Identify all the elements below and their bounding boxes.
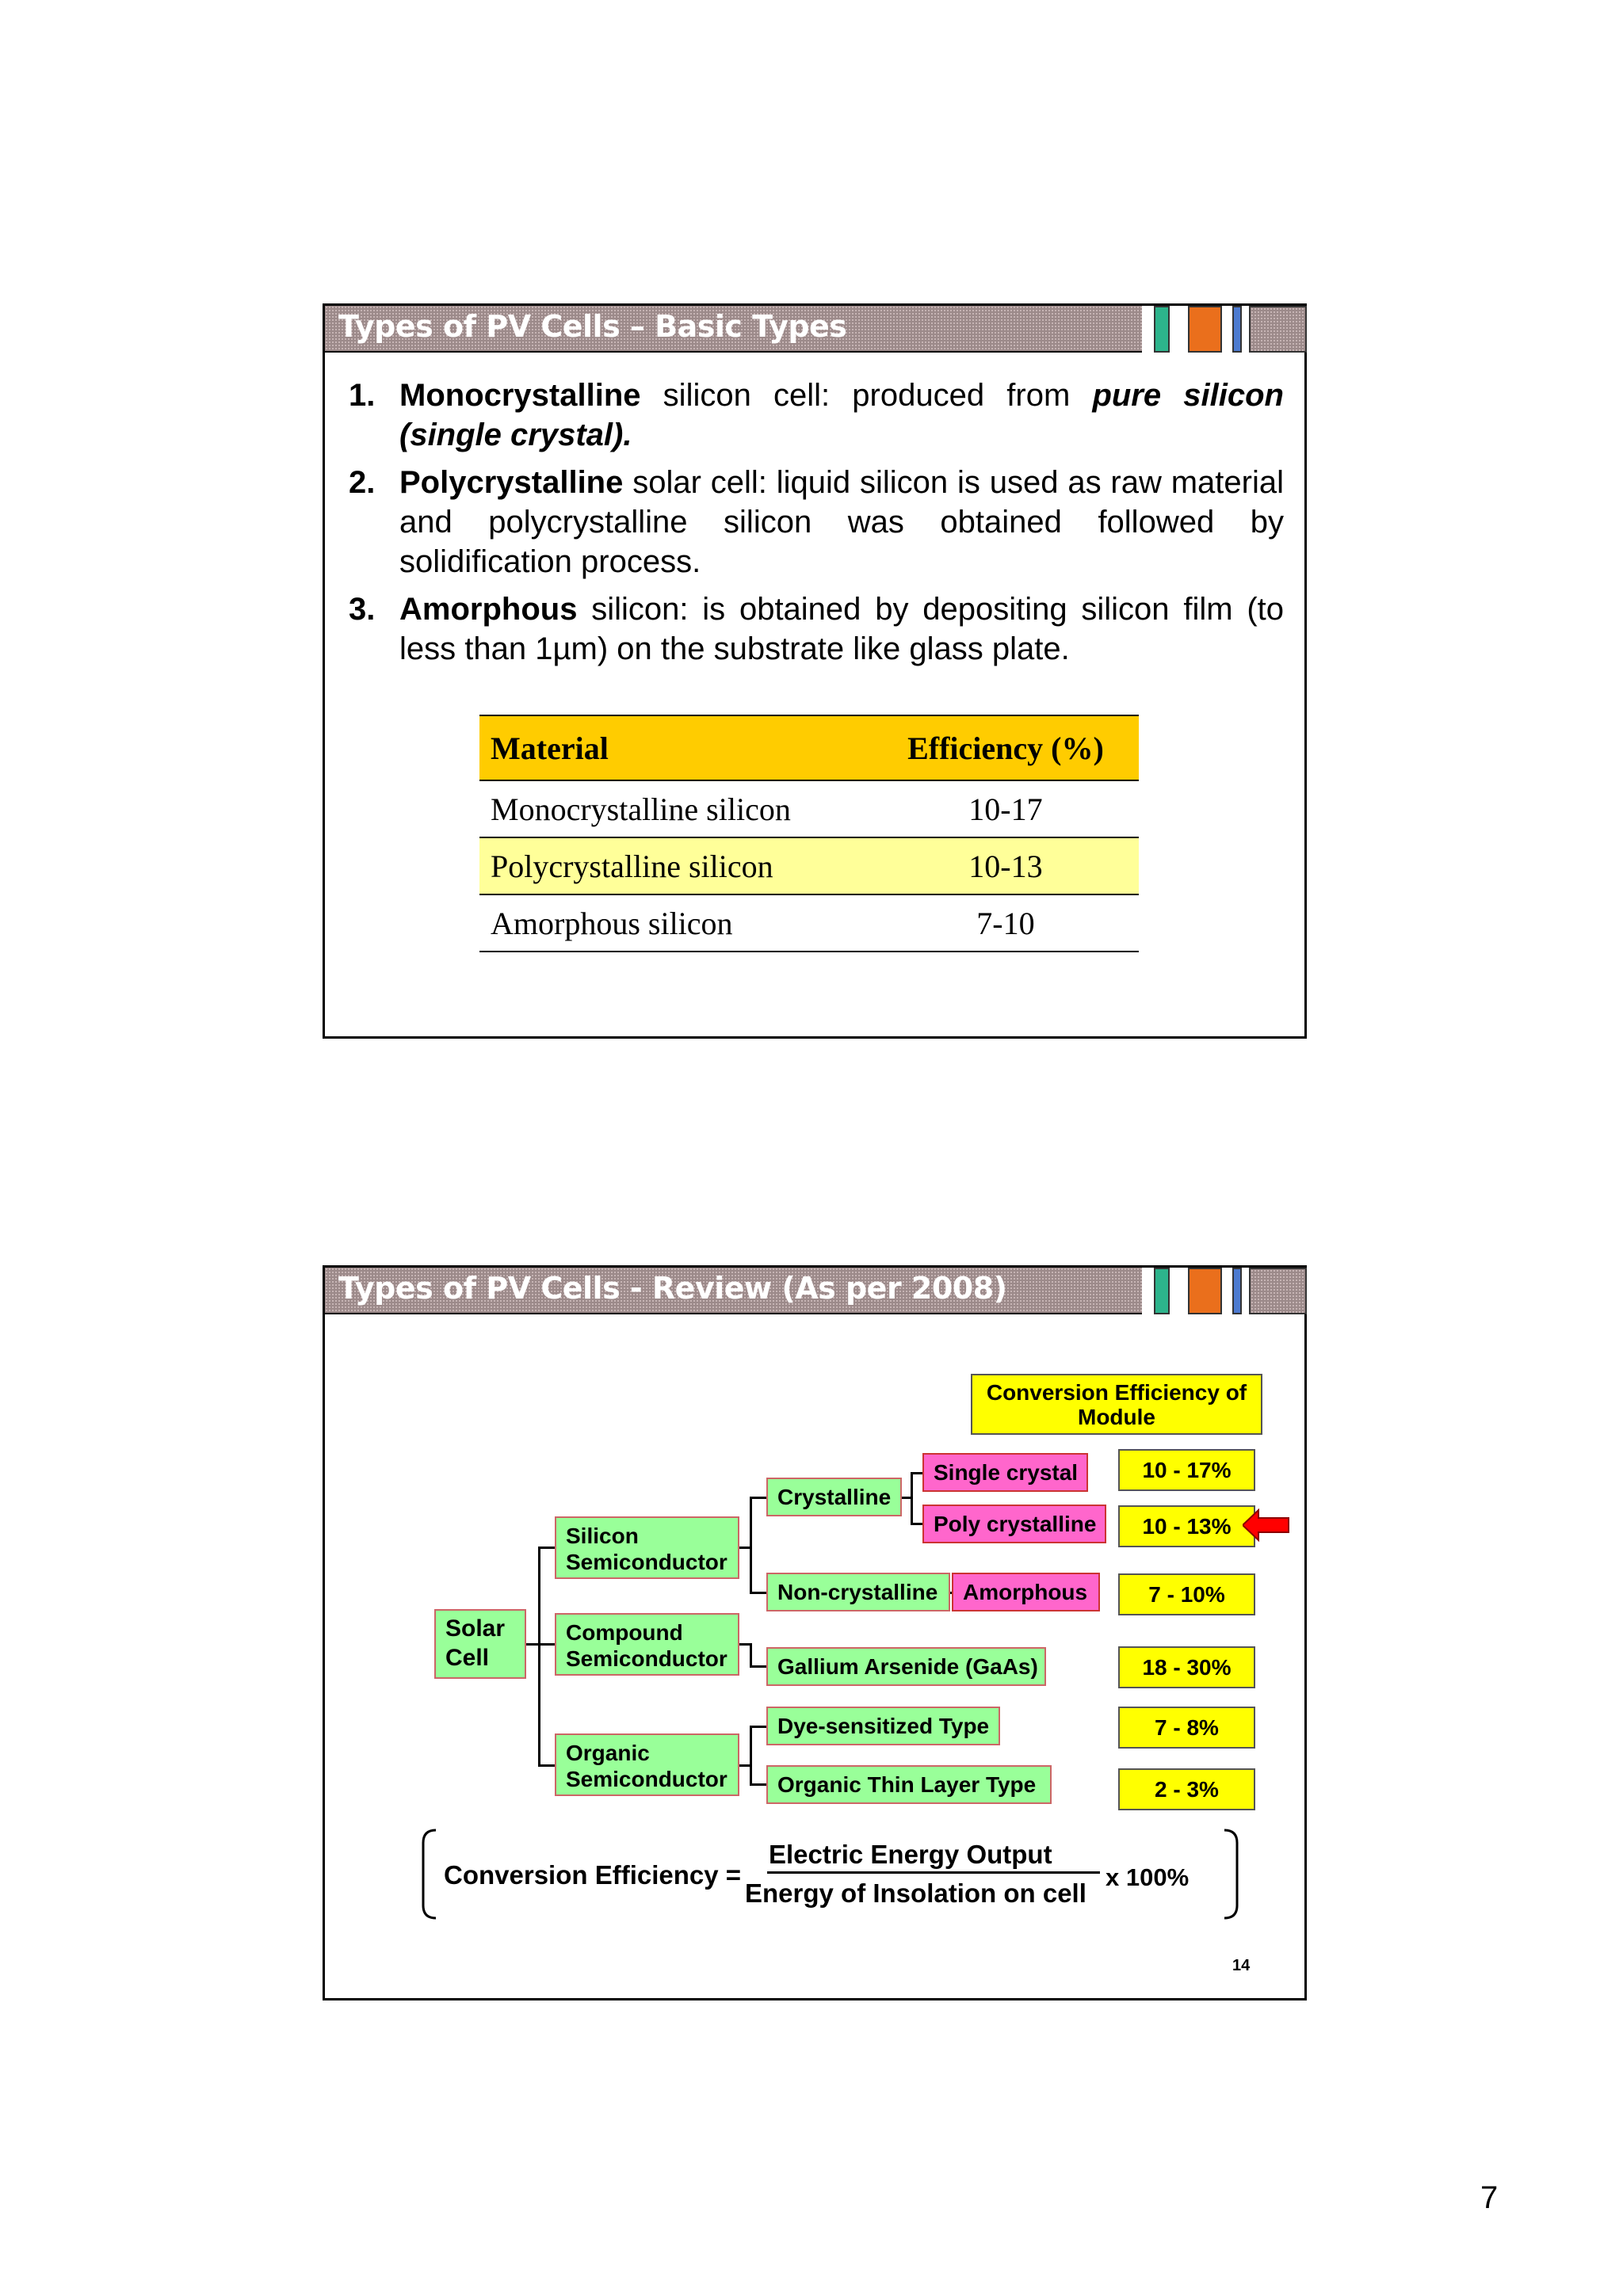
slide-title-bar [325,1268,1142,1314]
slide-title-bar [325,306,1142,353]
item-emphasis: pure silicon (single crystal). [399,378,1284,452]
pv-types-list [349,376,1284,677]
node-organic-thin-layer: Organic Thin Layer Type [766,1765,1052,1804]
item-text: silicon: is obtained by depositing silicon film (to less than 1µm) on the substrate like glass plate. [399,592,1284,666]
efficiency-organic-thin-layer: 2 - 3% [1118,1768,1255,1810]
slide-basic-types [323,303,1307,1039]
decor-pattern-block [1249,306,1307,353]
formula-denominator: Energy of Insolation on cell [745,1878,1086,1908]
efficiency-table [479,715,1139,952]
node-dye-sensitized: Dye-sensitized Type [766,1707,1000,1745]
table-cell: Monocrystalline silicon [479,780,873,837]
decor-pattern-block [1249,1268,1307,1314]
table-cell: 7-10 [873,894,1139,952]
fraction-bar [767,1871,1100,1874]
node-compound-semiconductor: Compound Semiconductor [555,1613,739,1676]
node-gallium-arsenide: Gallium Arsenide (GaAs) [766,1647,1046,1686]
slide-review [323,1265,1307,2000]
formula-numerator: Electric Energy Output [769,1840,1052,1869]
table-cell: Polycrystalline silicon [479,837,873,894]
list-number: 2. [349,465,376,500]
highlight-arrow-icon [1243,1508,1290,1542]
efficiency-amorphous: 7 - 10% [1118,1573,1255,1615]
column-header-efficiency: Efficiency (%) [873,715,1139,780]
table-cell: Amorphous silicon [479,894,873,952]
node-crystalline: Crystalline [766,1478,902,1516]
efficiency-gaas: 18 - 30% [1118,1646,1255,1688]
decor-orange-bar [1188,306,1222,353]
page-number: 7 [1480,2180,1499,2215]
decor-green-bar [1154,306,1170,353]
node-poly-crystalline: Poly crystalline [922,1505,1106,1543]
column-header-material: Material [479,715,873,780]
table-row [479,894,1139,952]
node-non-crystalline: Non-crystalline [766,1573,950,1611]
term-bold: Polycrystalline [399,465,624,500]
table-cell: 10-17 [873,780,1139,837]
node-amorphous: Amorphous [952,1573,1100,1611]
item-text: solar cell: liquid silicon is used as raw material and polycrystalline silicon was obtained followed by solidification process. [399,465,1284,579]
formula-left-bracket-icon [420,1829,437,1920]
list-number: 1. [349,378,376,413]
table-header-row [479,715,1139,780]
formula-label: Conversion Efficiency = [444,1860,742,1890]
decor-green-bar [1154,1268,1170,1314]
list-item [349,589,1284,669]
table-row [479,780,1139,837]
formula-right-bracket-icon [1223,1829,1240,1920]
node-solar-cell: Solar Cell [434,1609,526,1679]
term-bold: Amorphous [399,592,578,627]
list-item [349,463,1284,582]
table-cell: 10-13 [873,837,1139,894]
item-text: silicon cell: produced from [640,378,1093,413]
decor-blue-bar [1232,306,1242,353]
slide-title: Types of PV Cells - Review (As per 2008) [338,1271,1007,1306]
node-silicon-semiconductor: Silicon Semiconductor [555,1516,739,1579]
node-single-crystal: Single crystal [922,1453,1088,1492]
efficiency-header: Conversion Efficiency of Module [971,1374,1262,1435]
term-bold: Monocrystalline [399,378,641,413]
decor-orange-bar [1188,1268,1222,1314]
efficiency-dye-sensitized: 7 - 8% [1118,1707,1255,1749]
table-row [479,837,1139,894]
list-item [349,376,1284,455]
slide-title: Types of PV Cells – Basic Types [338,309,847,344]
efficiency-poly-crystalline: 10 - 13% [1118,1505,1255,1547]
efficiency-single-crystal: 10 - 17% [1118,1449,1255,1491]
decor-blue-bar [1232,1268,1242,1314]
list-number: 3. [349,592,376,627]
node-organic-semiconductor: Organic Semiconductor [555,1733,739,1796]
formula-multiplier: x 100% [1106,1863,1190,1891]
slide-number: 14 [1232,1957,1251,1974]
